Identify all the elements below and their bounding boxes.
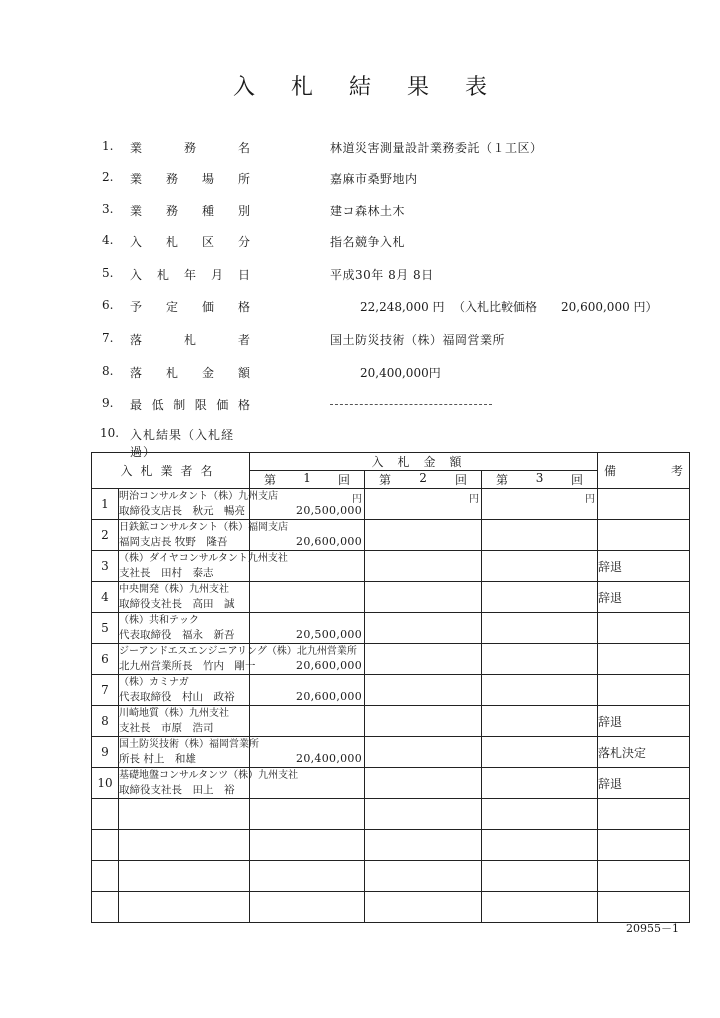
item-label: 業 務 場 所 [130,172,250,186]
bid-amount-round-2 [365,861,482,892]
header-round-2: 第 2 回 [365,471,482,489]
bidder-cell [119,861,250,892]
bid-amount-round-1 [250,799,365,830]
amount-value: 20,400,000 [296,752,363,765]
item-number: 8. [102,364,114,378]
bid-amount-round-1 [250,489,365,520]
item-number: 3. [102,202,114,216]
representative-name: 取締役支社長 高田 誠 [119,598,235,610]
document-number: 20955－1 [626,922,679,935]
bidder-cell [119,613,250,644]
bid-amount-round-3 [482,644,598,675]
bidder-cell [119,737,259,768]
item-number: 1. [102,139,114,153]
representative-name: 取締役支社長 田上 裕 [119,784,235,796]
table-row [92,551,690,582]
amount-value: 20,600,000 [296,659,363,672]
item-label: 入札結果（入札経過） [130,428,235,459]
table-row [92,768,690,799]
item-number: 7. [102,331,114,345]
company-name: （株）共和テック [119,615,199,626]
item-winner [0,331,720,351]
table-row [92,520,690,551]
bid-amount-round-1 [250,675,365,706]
representative-name: 代表取締役 村山 政裕 [119,691,235,703]
yen-unit: 円 [352,494,363,505]
bid-amount-round-2 [365,582,482,613]
representative-name: 代表取締役 福永 新吾 [119,629,235,641]
remarks-cell [598,799,690,830]
item-value: 嘉麻市桑野地内 [330,172,418,186]
row-number: 3 [92,551,119,582]
remarks-cell: 辞退 [598,768,690,799]
company-name: ジーアンドエスエンジニアリング（株）北九州営業所 [119,646,357,657]
table-row [92,737,690,768]
bidder-cell [119,520,289,551]
remarks-cell [598,830,690,861]
item-label: 落 札 者 [130,333,250,347]
bid-amount-round-3 [482,830,598,861]
remarks-cell [598,861,690,892]
table-row [92,799,690,830]
item-bid-results [0,426,720,459]
company-name: 国土防災技術（株）福岡営業所 [119,739,259,750]
bid-amount-round-3 [482,551,598,582]
amount-value: 20,500,000 [296,504,363,517]
row-number [92,830,119,861]
bid-amount-round-2 [365,768,482,799]
bid-amount-round-2 [365,799,482,830]
item-business-name [0,139,720,159]
bid-amount-round-3 [482,675,598,706]
remarks-cell [598,892,690,923]
bidder-cell [119,768,299,799]
yen-unit: 円 [469,494,480,505]
item-number: 6. [102,298,114,312]
row-number: 9 [92,737,119,768]
remarks-cell: 落札決定 [598,737,690,768]
bid-results-table [91,452,690,923]
table-row [92,489,690,520]
company-name: （株）ダイヤコンサルタント九州支社 [119,553,288,564]
representative-name: 取締役支店長 秋元 暢亮 [119,505,245,517]
item-number: 4. [102,233,114,247]
row-number: 6 [92,644,119,675]
table-row [92,675,690,706]
representative-name: 福岡支店長 牧野 隆吾 [119,536,228,548]
item-label: 業 務 名 [130,141,250,155]
bid-amount-round-2 [365,613,482,644]
remarks-cell [598,644,690,675]
row-number: 2 [92,520,119,551]
bidder-cell [119,799,250,830]
company-name: （株）カミナガ [119,677,189,688]
header-bidder-name: 入札業者名 [92,453,250,489]
item-label: 入 札 区 分 [130,235,250,249]
bid-amount-round-2 [365,489,482,520]
blank-value-line [330,404,492,405]
bid-amount-round-1 [250,613,365,644]
amount-value: 20,600,000 [296,535,363,548]
remarks-cell: 辞退 [598,582,690,613]
header-remarks: 備 考 [598,453,690,489]
table-row [92,613,690,644]
item-minimum-price [0,396,720,416]
remarks-cell [598,520,690,551]
bid-amount-round-3 [482,768,598,799]
table-row [92,892,690,923]
bid-amount-round-2 [365,830,482,861]
bid-amount-round-1 [250,582,365,613]
item-label: 最 低 制 限 価 格 [130,398,250,412]
bid-amount-round-2 [365,706,482,737]
representative-name: 支社長 市原 浩司 [119,722,214,734]
item-winning-amount [0,364,720,384]
bidder-cell [119,830,250,861]
item-bid-date [0,266,720,286]
amount-value: 20,500,000 [296,628,363,641]
bid-amount-round-1 [250,892,365,923]
bid-amount-round-3 [482,706,598,737]
row-number [92,892,119,923]
representative-name: 支社長 田村 泰志 [119,567,214,579]
item-bid-category [0,233,720,253]
company-name: 中央開発（株）九州支社 [119,584,229,595]
bid-amount-round-1 [250,737,365,768]
item-value: 22,248,000 円 [360,300,445,314]
item-number: 2. [102,170,114,184]
bid-amount-round-2 [365,520,482,551]
table-row [92,861,690,892]
item-business-location [0,170,720,190]
bid-amount-round-3 [482,892,598,923]
remarks-cell: 辞退 [598,551,690,582]
bid-amount-round-1 [250,551,365,582]
bid-amount-round-3 [482,520,598,551]
company-name: 明治コンサルタント（株）九州支店 [119,491,279,502]
bid-amount-round-2 [365,737,482,768]
item-number: 5. [102,266,114,280]
bid-amount-round-2 [365,551,482,582]
company-name: 川崎地質（株）九州支社 [119,708,229,719]
item-value: 20,400,000円 [360,366,441,380]
company-name: 基礎地盤コンサルタンツ（株）九州支社 [119,770,299,781]
item-label: 落 札 金 額 [130,366,250,380]
bidder-cell [119,582,250,613]
header-round-1: 第 1 回 [250,471,365,489]
item-value: 建コ森林土木 [330,204,406,218]
page-title: 入札結果表 [232,75,523,100]
header-round-3: 第 3 回 [482,471,598,489]
bid-amount-round-1 [250,644,365,675]
bid-amount-round-3 [482,489,598,520]
item-business-type [0,202,720,222]
item-value: 平成30年 8月 8日 [330,268,434,282]
representative-name: 北九州営業所長 竹内 剛一 [119,660,256,672]
bid-amount-round-1 [250,830,365,861]
item-label: 業 務 種 別 [130,204,250,218]
bid-amount-round-1 [250,520,365,551]
item-value-comparison: （入札比較価格 20,600,000 円） [453,300,658,314]
remarks-cell [598,489,690,520]
item-label: 予 定 価 格 [130,300,250,314]
remarks-cell: 辞退 [598,706,690,737]
bidder-cell [119,706,250,737]
item-number: 10. [100,426,120,440]
row-number: 1 [92,489,119,520]
row-number [92,799,119,830]
table-row [92,644,690,675]
item-value: 林道災害測量設計業務委託（１工区） [330,141,543,155]
table-row [92,582,690,613]
row-number: 4 [92,582,119,613]
bid-amount-round-3 [482,799,598,830]
bid-amount-round-3 [482,737,598,768]
bid-amount-round-3 [482,613,598,644]
item-value: 指名競争入札 [330,235,406,249]
bid-amount-round-1 [250,861,365,892]
header-bid-amount: 入札金額 [250,453,598,471]
bid-amount-round-2 [365,644,482,675]
row-number [92,861,119,892]
row-number: 8 [92,706,119,737]
bid-amount-round-1 [250,706,365,737]
item-planned-price [0,298,720,318]
bidder-cell [119,675,250,706]
bidder-cell [119,892,250,923]
bidder-cell [119,489,279,520]
table-row [92,830,690,861]
item-label: 入 札 年 月 日 [130,268,250,282]
bid-amount-round-2 [365,892,482,923]
remarks-cell [598,675,690,706]
bid-amount-round-2 [365,675,482,706]
row-number: 10 [92,768,119,799]
amount-value: 20,600,000 [296,690,363,703]
bid-amount-round-1 [250,768,365,799]
remarks-cell [598,613,690,644]
yen-unit: 円 [585,494,596,505]
representative-name: 所長 村上 和雄 [119,753,196,765]
table-row [92,706,690,737]
bid-amount-round-3 [482,582,598,613]
bidder-cell [119,551,288,582]
bid-amount-round-3 [482,861,598,892]
item-value: 国土防災技術（株）福岡営業所 [330,333,506,347]
row-number: 7 [92,675,119,706]
row-number: 5 [92,613,119,644]
item-number: 9. [102,396,114,410]
company-name: 日鉄鉱コンサルタント（株）福岡支店 [119,522,289,533]
